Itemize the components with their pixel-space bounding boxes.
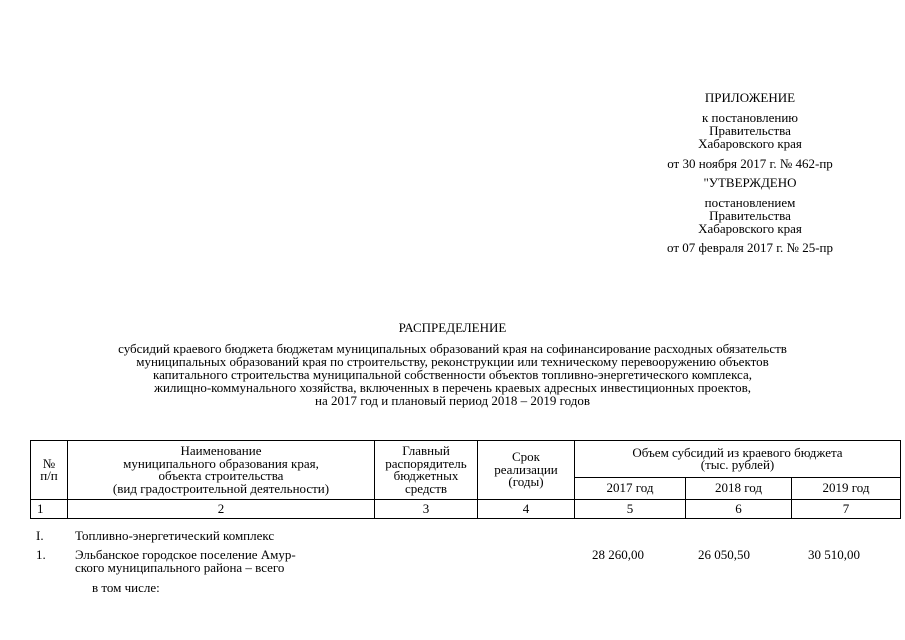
title-line: капитального строительства муниципальной собственности объектов топливно-энергетического комплекса,	[152, 367, 753, 382]
col-header-year: 2019 год	[792, 478, 901, 500]
col-header-subsidy-volume: Объем субсидий из краевого бюджета (тыс. рублей)	[575, 441, 901, 478]
title-line: субсидий краевого бюджета бюджетам муниципальных образований края на софинансирование расходных обязательств	[118, 341, 787, 356]
attachment-heading: ПРИЛОЖЕНИЕ	[704, 90, 796, 105]
col-index: 6	[686, 500, 792, 519]
col-header-name: Наименование муниципального образования края, объекта строительства (вид градостроительной деятельности)	[68, 441, 375, 500]
col-index: 1	[31, 500, 68, 519]
item-number: 1.	[36, 547, 46, 562]
section-number: I.	[36, 528, 44, 543]
col-header-manager: Главный распорядитель бюджетных средств	[375, 441, 478, 500]
col-header-year: 2017 год	[575, 478, 686, 500]
col-index: 3	[375, 500, 478, 519]
approved-date: от 07 февраля 2017 г. № 25-пр	[667, 240, 833, 255]
title-line: на 2017 год и плановый период 2018 – 2019 годов	[315, 393, 590, 408]
col-index: 5	[575, 500, 686, 519]
attachment-line: Хабаровского края	[698, 221, 802, 236]
approved-heading: "УТВЕРЖДЕНО	[703, 175, 797, 190]
attachment-line: Хабаровского края	[698, 136, 802, 151]
item-label: Эльбанское городское поселение Амур-	[75, 547, 296, 562]
title-line: муниципальных образований края по строительству, реконструкции или техническому перевооружению объектов	[136, 354, 769, 369]
including-label: в том числе:	[92, 580, 160, 595]
attachment-line: Правительства	[709, 123, 791, 138]
col-header-number: № п/п	[31, 441, 68, 500]
document-title: РАСПРЕДЕЛЕНИЕ	[398, 320, 507, 335]
title-line: жилищно-коммунального хозяйства, включенных в перечень краевых адресных инвестиционных проектов,	[153, 380, 752, 395]
col-index: 2	[68, 500, 375, 519]
attachment-line: к постановлению	[701, 110, 799, 125]
col-header-year: 2018 год	[686, 478, 792, 500]
item-value-2018: 26 050,50	[698, 547, 750, 562]
item-value-2017: 28 260,00	[592, 547, 644, 562]
col-index: 4	[478, 500, 575, 519]
section-label: Топливно-энергетический комплекс	[75, 528, 275, 543]
item-value-2019: 30 510,00	[808, 547, 860, 562]
attachment-date: от 30 ноября 2017 г. № 462-пр	[667, 156, 833, 171]
attachment-line: постановлением	[704, 195, 796, 210]
subsidy-table	[30, 440, 901, 519]
attachment-line: Правительства	[709, 208, 791, 223]
col-header-period: Срок реализации (годы)	[478, 441, 575, 500]
item-label: ского муниципального района – всего	[75, 560, 285, 575]
col-index: 7	[792, 500, 901, 519]
